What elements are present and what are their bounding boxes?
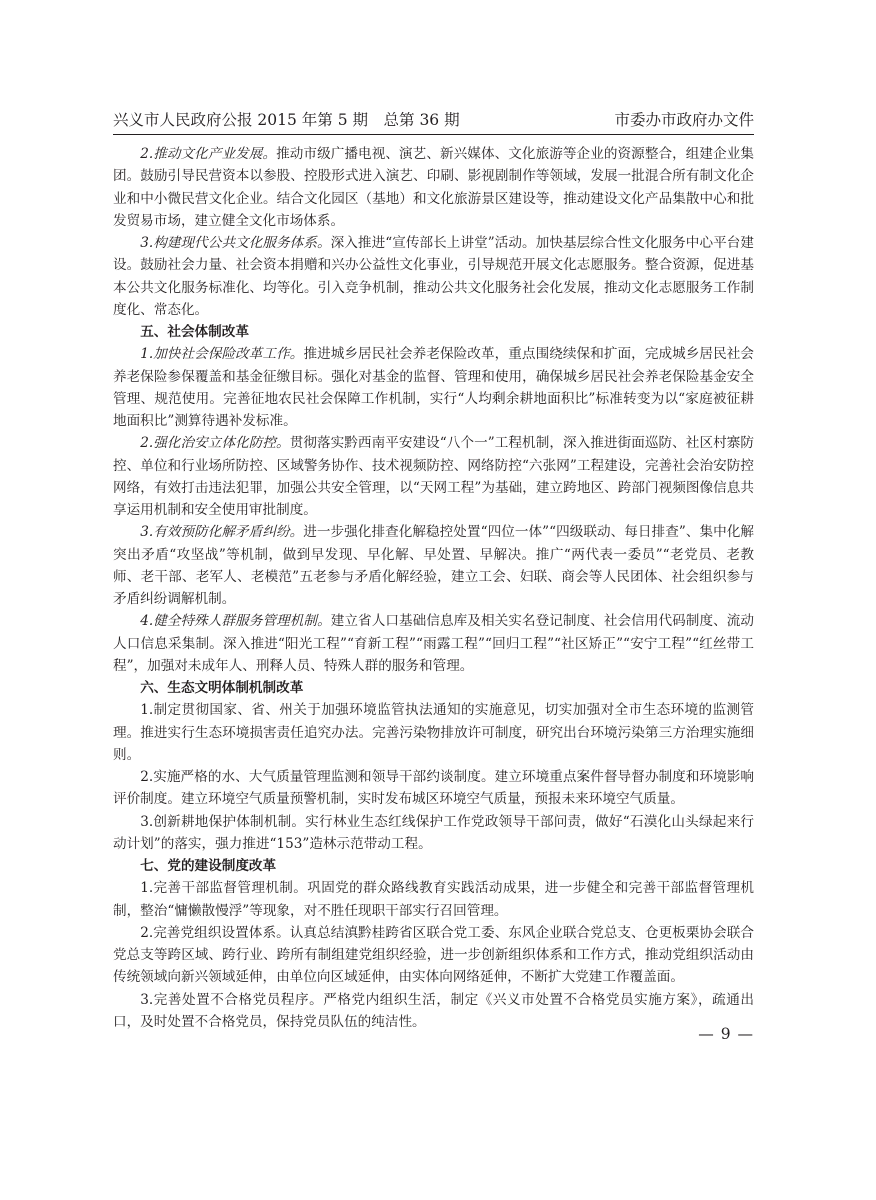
- paragraph: [113, 766, 754, 811]
- paragraph: [113, 699, 754, 766]
- paragraph: [113, 143, 754, 232]
- paragraph-text: 3.创新耕地保护体制机制。实行林业生态红线保护工作党政领导干部问责，做好“石漠化山头绿起来行动计划”的落实，强力推进“153”造林示范带动工程。: [113, 813, 754, 852]
- paragraph: [113, 610, 754, 677]
- section-heading: 六、生态文明体制机制改革: [140, 680, 304, 696]
- paragraph-text: 1.完善干部监督管理机制。巩固党的群众路线教育实践活动成果，进一步健全和完善干部监督管理机制，整治“慵懒散慢浮”等现象，对不胜任现职干部实行召回管理。: [113, 880, 754, 919]
- header-section: 市委办市政府办文件: [614, 111, 754, 129]
- paragraph-text: 建立省人口基础信息库及相关实名登记制度、社会信用代码制度、流动人口信息采集制。深入推进“阳光工程”“育新工程”“雨露工程”“回归工程”“社区矫正”“安宁工程”“红丝带工程”，加强对未成年人、刑释人员、特殊人群的服务和管理。: [113, 613, 754, 674]
- running-header: [113, 104, 754, 135]
- paragraph-text: 贯彻落实黔西南平安建设“八个一”工程机制，深入推进街面巡防、社区村寨防控、单位和行业场所防控、区域警务协作、技术视频防控、网络防控“六张网”工程建设，完善社会治安防控网络，有效打击违法犯罪，加强公共安全管理，以“天网工程”为基础，建立跨地区、跨部门视频图像信息共享运用机制和安全使用审批制度。: [113, 435, 754, 518]
- paragraph-text: 1.制定贯彻国家、省、州关于加强环境监管执法通知的实施意见，切实加强对全市生态环境的监测管理。推进实行生态环境损害责任追究办法。完善污染物排放许可制度，研究出台环境污染第三方治理实施细则。: [113, 702, 754, 763]
- paragraph-lead: 2.推动文化产业发展。: [140, 146, 277, 162]
- paragraph-lead: 2.强化治安立体化防控。: [140, 435, 290, 452]
- document-body: [113, 143, 754, 1033]
- header-publication: 兴义市人民政府公报 2015 年第 5 期 总第 36 期: [113, 111, 460, 129]
- paragraph: [113, 922, 754, 989]
- paragraph: [113, 989, 754, 1034]
- paragraph: [113, 811, 754, 856]
- section-heading: 七、党的建设制度改革: [140, 858, 277, 874]
- paragraph-text: 推进城乡居民社会养老保险改革，重点围绕续保和扩面，完成城乡居民社会养老保险参保覆盖和基金征缴目标。强化对基金的监督、管理和使用，确保城乡居民社会养老保险基金安全管理、规范使用。完善征地农民社会保障工作机制，实行“人均剩余耕地面积比”标准转变为以“家庭被征耕地面积比”测算待遇补发标准。: [113, 346, 754, 429]
- paragraph-lead: 3.构建现代公共文化服务体系。: [140, 235, 331, 251]
- paragraph-lead: 4.健全特殊人群服务管理机制。: [140, 613, 331, 630]
- paragraph: [113, 343, 754, 432]
- paragraph-text: 深入推进“宣传部长上讲堂”活动。加快基层综合性文化服务中心平台建设。鼓励社会力量、社会资本捐赠和兴办公益性文化事业，引导规范开展文化志愿服务。整合资源，促进基本公共文化服务标准化、均等化。引入竞争机制，推动公共文化服务社会化发展，推动文化志愿服务工作制度化、常态化。: [113, 235, 754, 318]
- paragraph: [113, 232, 754, 321]
- section-heading: 五、社会体制改革: [140, 324, 249, 340]
- paragraph: [113, 432, 754, 521]
- paragraph-text: 2.完善党组织设置体系。认真总结滇黔桂跨省区联合党工委、东风企业联合党总支、仓更板栗协会联合党总支等跨区域、跨行业、跨所有制组建党组织经验，进一步创新组织体系和工作方式，推动党组织活动由传统领域向新兴领域延伸，由单位向区域延伸，由实体向网络延伸，不断扩大党建工作覆盖面。: [113, 924, 754, 986]
- paragraph-text: 进一步强化排查化解稳控处置“四位一体”“四级联动、每日排查”、集中化解突出矛盾“攻坚战”等机制，做到早发现、早化解、早处置、早解决。推广“两代表一委员”“老党员、老教师、老干部、老军人、老模范”五老参与矛盾化解经验，建立工会、妇联、商会等人民团体、社会组织参与矛盾纠纷调解机制。: [113, 524, 754, 607]
- paragraph-lead: 3.有效预防化解矛盾纠纷。: [140, 524, 304, 541]
- paragraph-text: 推动市级广播电视、演艺、新兴媒体、文化旅游等企业的资源整合，组建企业集团。鼓励引导民营资本以参股、控股形式进入演艺、印刷、影视剧制作等领域，发展一批混合所有制文化企业和中小微民营文化企业。结合文化园区（基地）和文化旅游景区建设等，推动建设文化产品集散中心和批发贸易市场，建立健全文化市场体系。: [113, 146, 754, 229]
- paragraph-lead: 1.加快社会保险改革工作。: [140, 346, 304, 363]
- paragraph: [113, 521, 754, 610]
- paragraph-text: 3.完善处置不合格党员程序。严格党内组织生活，制定《兴义市处置不合格党员实施方案》，疏通出口，及时处置不合格党员，保持党员队伍的纯洁性。: [113, 991, 754, 1030]
- paragraph-text: 2.实施严格的水、大气质量管理监测和领导干部约谈制度。建立环境重点案件督导督办制度和环境影响评价制度。建立环境空气质量预警机制，实时发布城区环境空气质量，预报未来环境空气质量。: [113, 769, 754, 808]
- page-number: — 9 —: [698, 1025, 754, 1043]
- paragraph: [113, 877, 754, 922]
